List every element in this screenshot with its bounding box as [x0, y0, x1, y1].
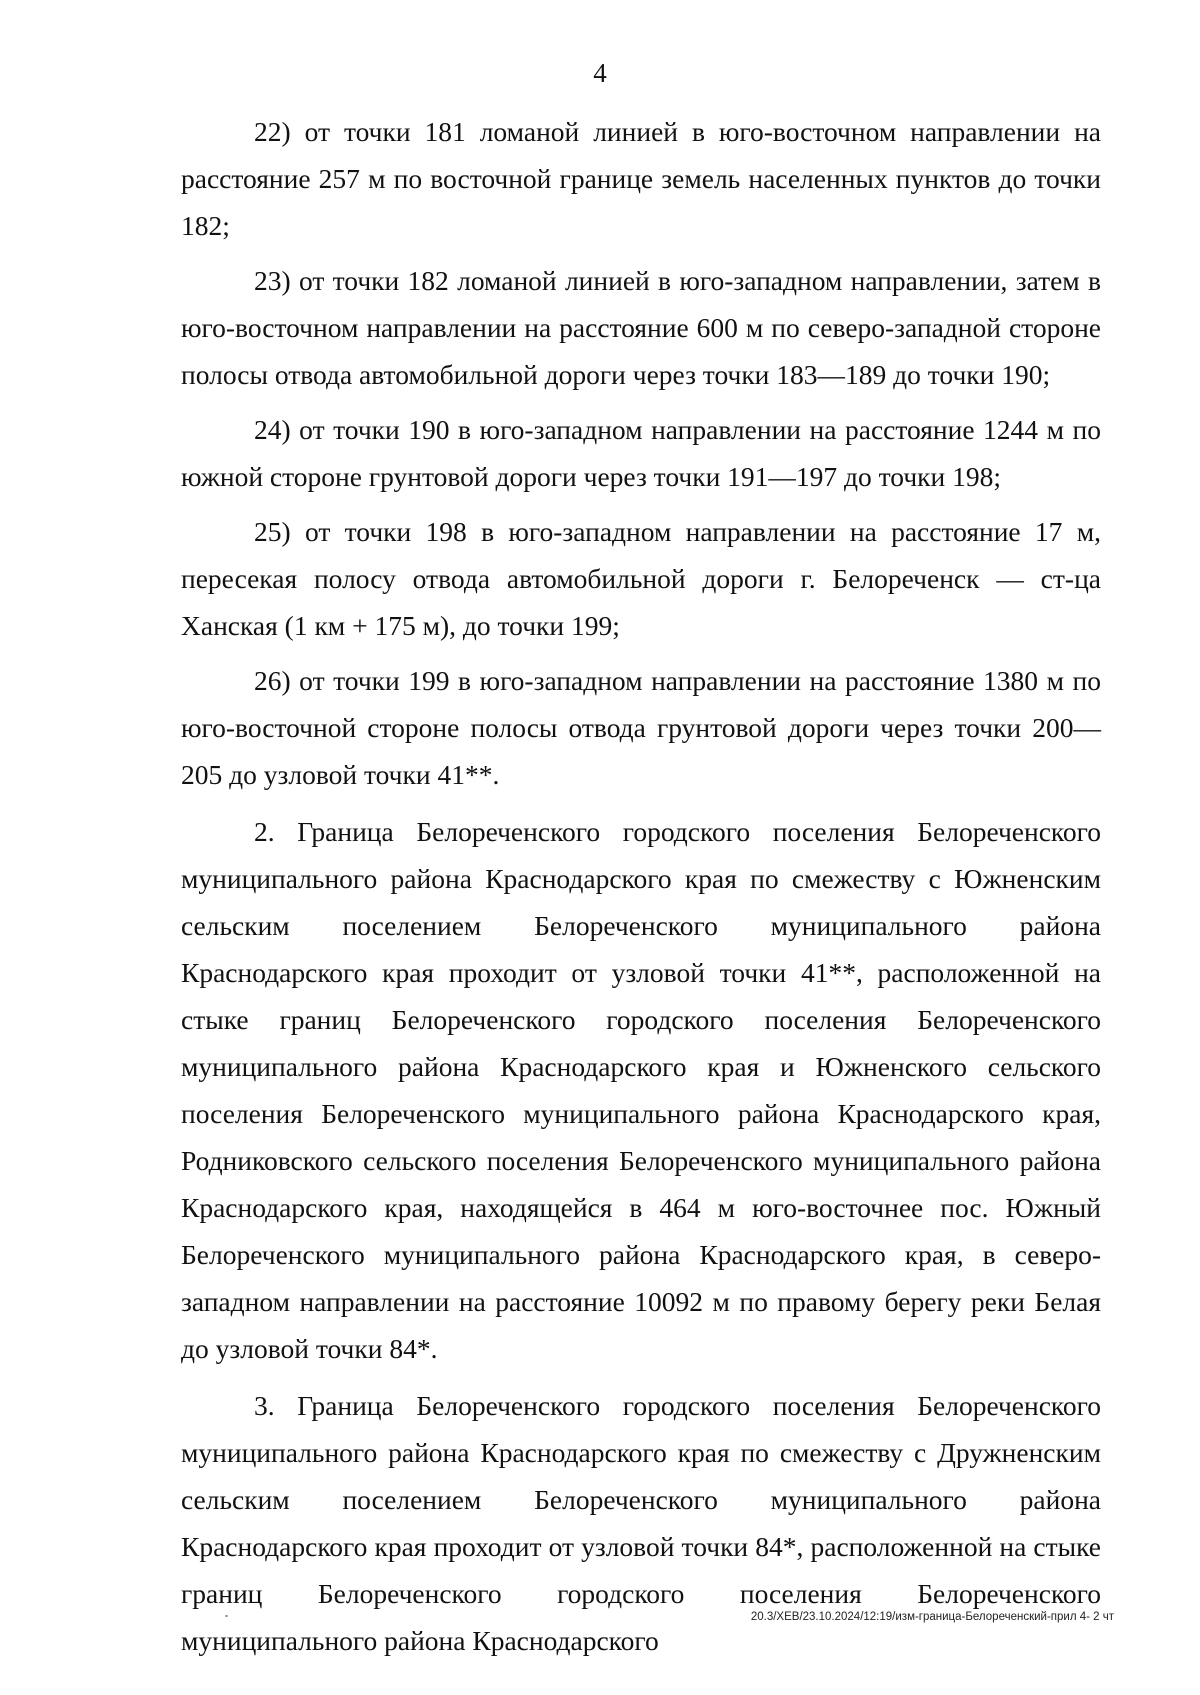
document-body [181, 108, 1101, 1672]
scan-speck [225, 1615, 228, 1617]
page-number: 4 [593, 58, 607, 88]
paragraph-item-22: 22) от точки 181 ломаной линией в юго-восточном направлении на расстояние 257 м по восточной границе земель населенных пунктов до точки 182; [181, 116, 1101, 241]
paragraph-section-3: 3. Граница Белореченского городского поселения Белореченского муниципального района Краснодарского края по смежеству с Дружненским сельским поселением Белореченского муниципального района Краснодарского края проходит от узловой точки 84*, расположенной на стыке границ Белореченского городского поселения Белореченского муниципального района Краснодарского [181, 1390, 1101, 1656]
document-footer: 20.3/ХЕВ/23.10.2024/12:19/изм-граница-Белореченский-прил 4- 2 чт [750, 1611, 1114, 1623]
paragraph-item-26: 26) от точки 199 в юго-западном направлении на расстояние 1380 м по юго-восточной стороне полосы отвода грунтовой дороги через точки 200—205 до узловой точки 41**. [181, 665, 1101, 790]
paragraph-section-2: 2. Граница Белореченского городского поселения Белореченского муниципального района Краснодарского края по смежеству с Южненским сельским поселением Белореченского муниципального района Краснодарского края проходит от узловой точки 41**, расположенной на стыке границ Белореченского городского поселения Белореченского муниципального района Краснодарского края и Южненского сельского поселения Белореченского муниципального района Краснодарского края, Родниковского сельского поселения Белореченского муниципального района Краснодарского края, находящейся в 464 м юго-восточнее пос. Южный Белореченского муниципального района Краснодарского края, в северо-западном направлении на расстояние 10092 м по правому берегу реки Белая до узловой точки 84*. [181, 816, 1101, 1364]
paragraph-item-24: 24) от точки 190 в юго-западном направлении на расстояние 1244 м по южной стороне грунтовой дороги через точки 191—197 до точки 198; [181, 414, 1101, 492]
paragraph-item-25: 25) от точки 198 в юго-западном направлении на расстояние 17 м, пересекая полосу отвода автомобильной дороги г. Белореченск — ст-ца Ханская (1 км + 175 м), до точки 199; [181, 516, 1101, 641]
paragraph-item-23: 23) от точки 182 ломаной линией в юго-западном направлении, затем в юго-восточном направлении на расстояние 600 м по северо-западной стороне полосы отвода автомобильной дороги через точки 183—189 до точки 190; [181, 265, 1101, 390]
